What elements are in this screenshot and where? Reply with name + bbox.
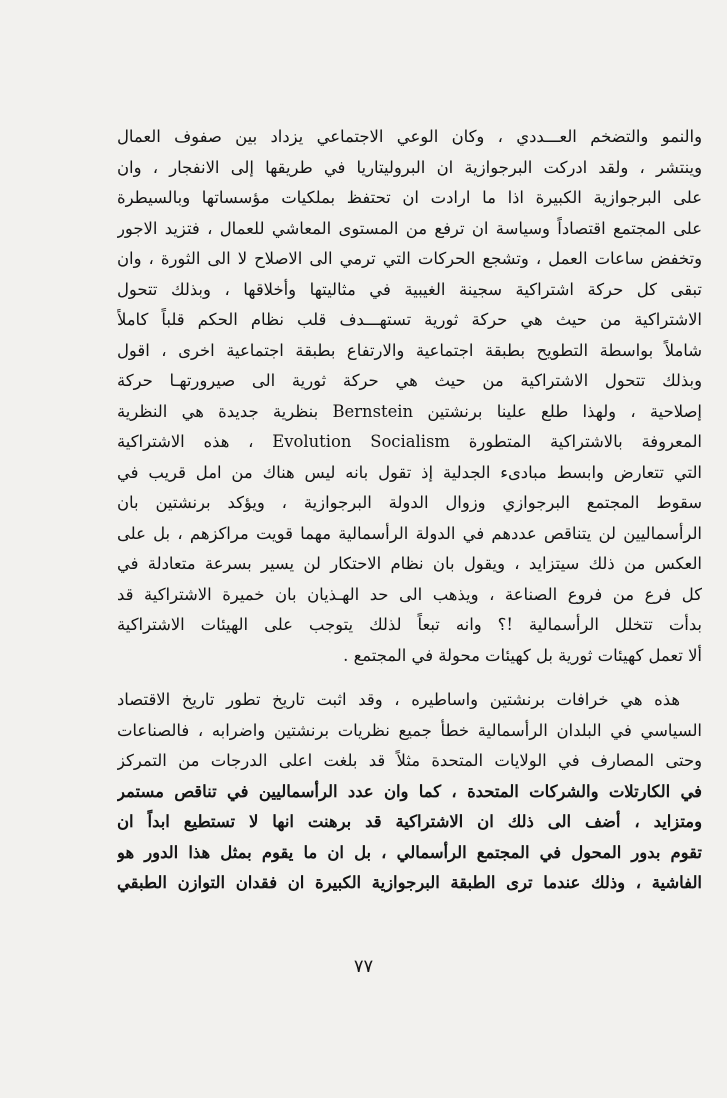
text-line: على المجتمع اقتصاداً وسياسة ان ترفع من المستوى المعاشي للعمال ، فتزيد الاجور bbox=[117, 218, 702, 238]
text-line: العكس من ذلك سيتزايد ، ويقول بان نظام الاحتكار لن يسير بسرعة متعادلة في bbox=[117, 554, 702, 573]
text-line: على البرجوازية الكبيرة اذا ما ارادت ان تحتفظ بملكيات مؤسساتها وبالسيطرة bbox=[117, 188, 702, 207]
text-line: تقوم بدور المحول في المجتمع الرأسمالي ، بل ان ما يقوم بمثل هذا الدور هو bbox=[117, 842, 702, 862]
paragraph-gap bbox=[117, 671, 702, 685]
text-line: وتخفض ساعات العمل ، وتشجع الحركات التي ترمي الى الاصلاح لا الى الثورة ، وان bbox=[117, 249, 702, 268]
text-line: إصلاحية ، ولهذا طلع علينا برنشتين Bernstein بنظرية جديدة هي النظرية bbox=[117, 401, 702, 421]
paragraph-1 bbox=[117, 122, 702, 671]
body-text bbox=[117, 122, 702, 899]
text-line: التي تتعارض وابسط مبادىء الجدلية إذ تقول بانه ليس هناك من امل قريب في bbox=[117, 462, 702, 482]
text-line: وينتشر ، ولقد ادركت البرجوازية ان البروليتاريا في طريقها إلى الانفجار ، وان bbox=[117, 157, 702, 177]
text-line: بدأت تتخلل الرأسمالية !؟ وانه تبعاً لذلك يتوجب على الهيئات الاشتراكية bbox=[117, 615, 702, 634]
text-line: في الكارتلات والشركات المتحدة ، كما وان عدد الرأسماليين في تناقص مستمر bbox=[117, 781, 702, 801]
text-line: ألا تعمل كهيئات ثورية بل كهيئات محولة في المجتمع . bbox=[343, 645, 702, 665]
text-line: شاملاً بواسطة التطويح بطبقة اجتماعية والارتفاع بطبقة اجتماعية اخرى ، اقول bbox=[117, 340, 702, 360]
paragraph-2 bbox=[117, 685, 702, 899]
text-line: السياسي في البلدان الرأسمالية خطأ جميع نظريات برنشتين واضرابه ، فالصناعات bbox=[117, 720, 702, 740]
text-line: هذه هي خرافات برنشتين واساطيره ، وقد اثبت تاريخ تطور تاريخ الاقتصاد bbox=[117, 690, 680, 709]
text-line: تبقى كل حركة اشتراكية سجينة الغيبية في مثاليتها وأخلاقها ، وبذلك تتحول bbox=[117, 279, 702, 299]
page-number: ٧٧ bbox=[353, 956, 374, 977]
text-line: والنمو والتضخم العـــددي ، وكان الوعي الاجتماعي يزداد بين صفوف العمال bbox=[117, 127, 702, 146]
text-line: سقوط المجتمع البرجوازي وزوال الدولة البرجوازية ، ويؤكد برنشتين بان bbox=[117, 493, 702, 512]
text-line: الاشتراكية من حيث هي حركة ثورية تستهـــدف قلب نظام الحكم قلباً كاملاً bbox=[117, 310, 702, 329]
text-line: وحتى المصارف في الولايات المتحدة مثلاً قد بلغت اعلى الدرجات من التمركز bbox=[117, 751, 702, 770]
text-line: وبذلك تتحول الاشتراكية من حيث هي حركة ثورية الى صيرورتهـا حركة bbox=[117, 371, 702, 390]
text-line: كل فرع من فروع الصناعة ، ويذهب الى حد الهـذيان بان خميرة الاشتراكية قد bbox=[117, 584, 702, 604]
text-line: المعروفة بالاشتراكية المتطورة Evolution Socialism ، هذه الاشتراكية bbox=[117, 432, 702, 451]
text-line: الرأسماليين لن يتناقص عددهم في الدولة الرأسمالية مهما قويت مراكزهم ، بل على bbox=[117, 523, 702, 543]
text-line: ومتزايد ، أضف الى ذلك ان الاشتراكية قد برهنت انها لا تستطيع ابداً ان bbox=[117, 812, 702, 831]
text-line: الفاشية ، وذلك عندما ترى الطبقة البرجوازية الكبيرة ان فقدان التوازن الطبقي bbox=[117, 873, 702, 892]
